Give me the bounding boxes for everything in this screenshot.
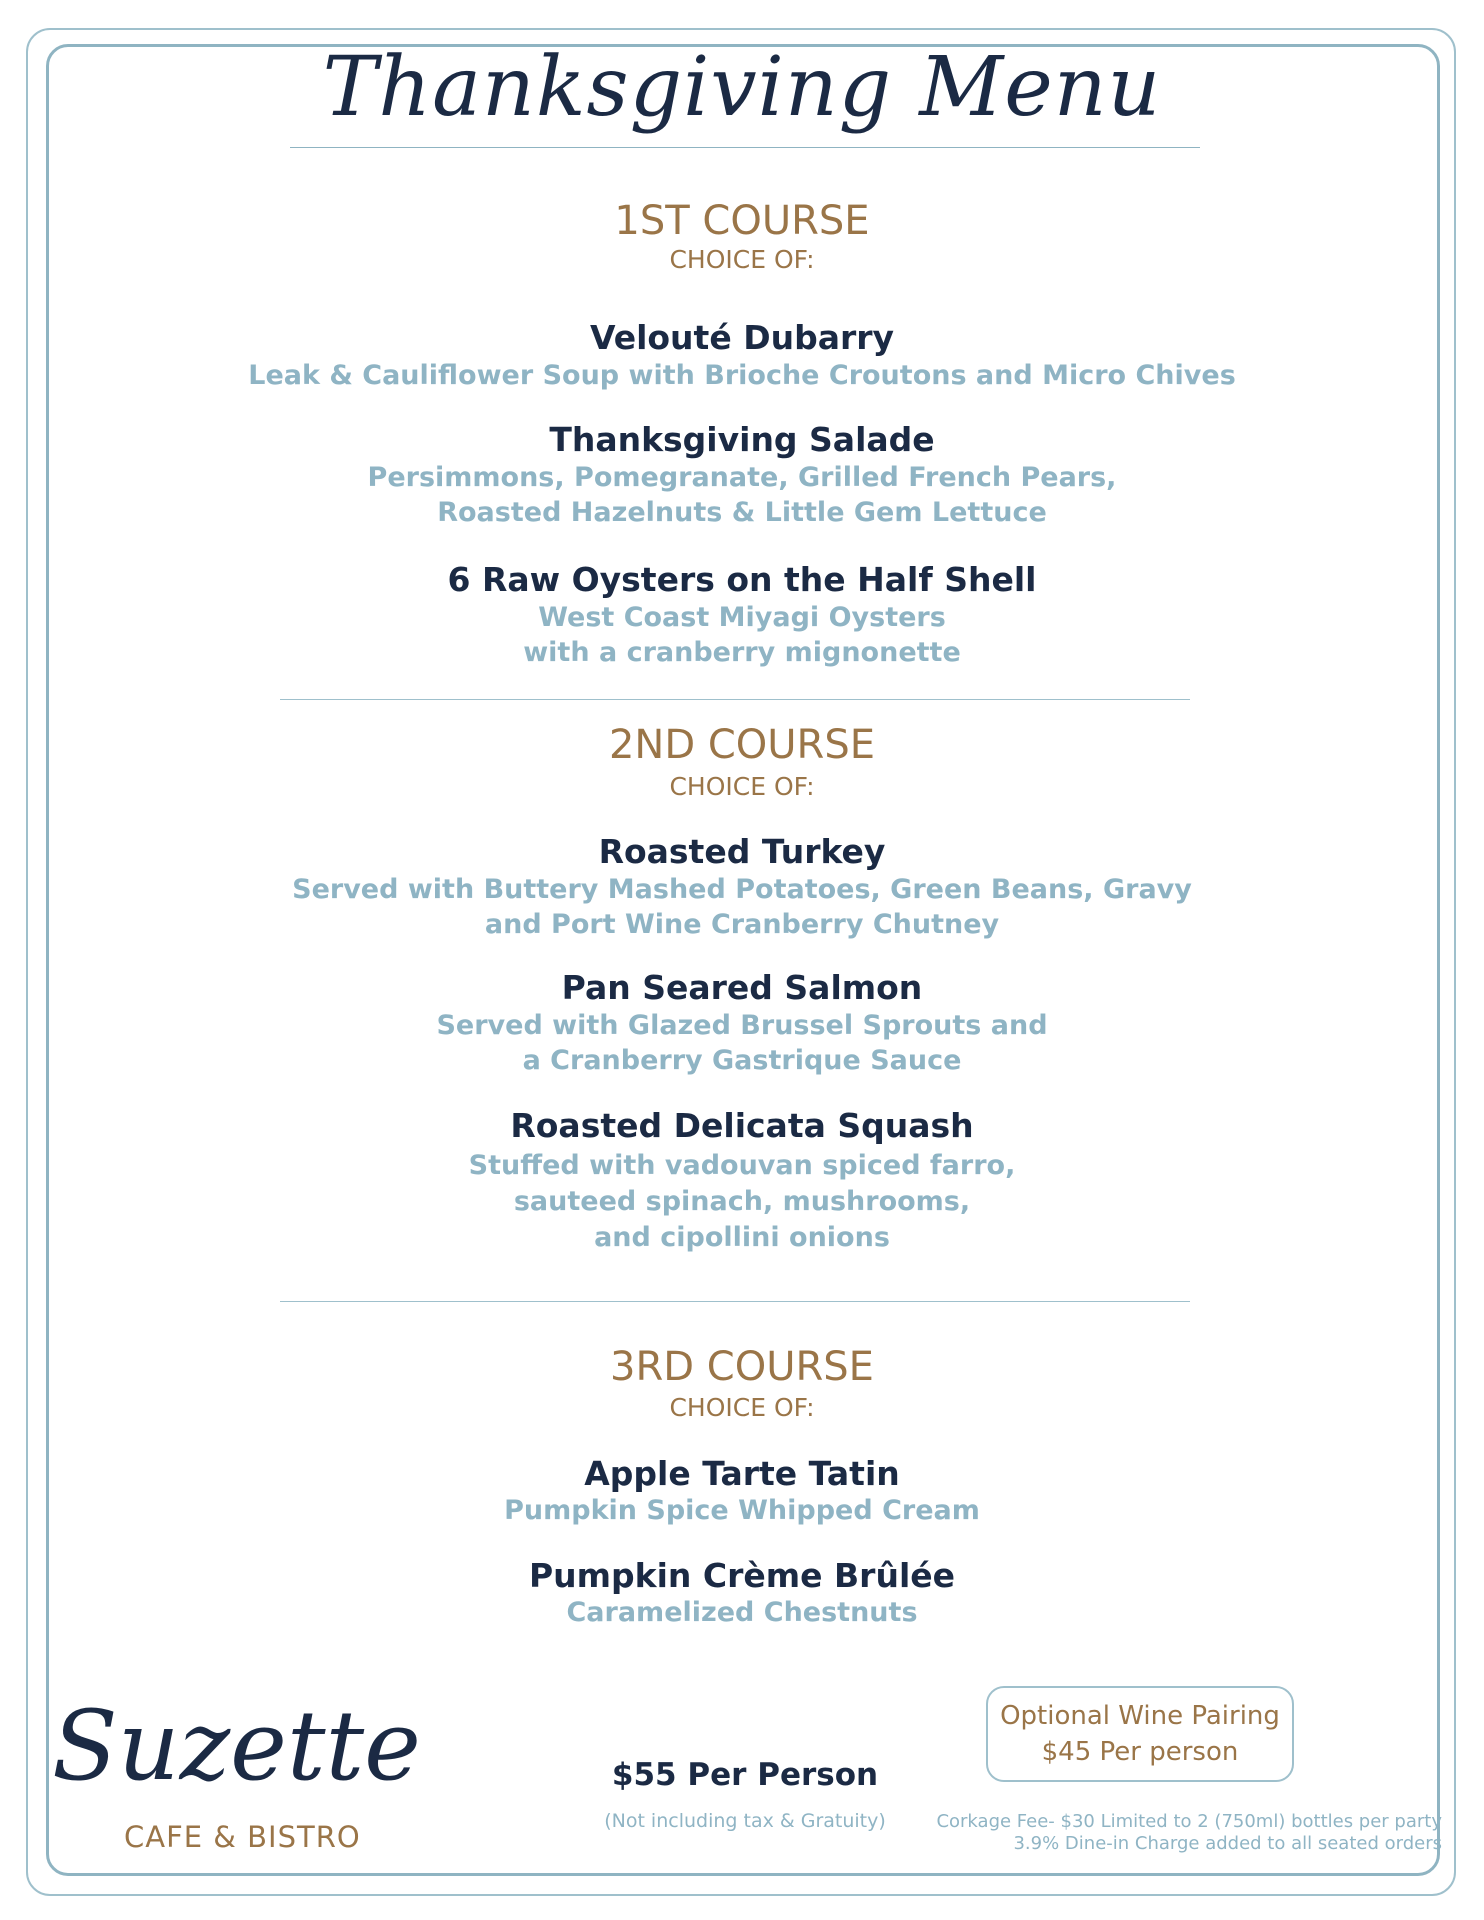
dish-pumpkin-creme-brulee: Pumpkin Crème Brûlée <box>528 1556 956 1595</box>
desc-line: Stuffed with vadouvan spiced farro, <box>468 1150 1016 1181</box>
corkage-fee-note: Corkage Fee- $30 Limited to 2 (750ml) bottles per party <box>936 1811 1442 1832</box>
dish-thanksgiving-salade: Thanksgiving Salade <box>549 420 935 459</box>
title-divider <box>290 147 1200 148</box>
desc-line: Roasted Hazelnuts & Little Gem Lettuce <box>437 497 1047 528</box>
dish-apple-tarte-tatin: Apple Tarte Tatin <box>584 1454 900 1493</box>
desc-line: Leak & Cauliflower Soup with Brioche Croutons and Micro Chives <box>248 360 1236 391</box>
dish-delicata-squash: Roasted Delicata Squash <box>510 1106 974 1145</box>
desc-line: and cipollini onions <box>594 1222 890 1253</box>
dish-squash-desc <box>0 1148 1484 1256</box>
dish-raw-oysters: 6 Raw Oysters on the Half Shell <box>447 560 1037 599</box>
desc-line: sauteed spinach, mushrooms, <box>513 1186 971 1217</box>
suzette-logo: Suzette <box>52 1690 421 1802</box>
desc-line: Persimmons, Pomegranate, Grilled French Pears, <box>367 462 1117 493</box>
course-3-choice: CHOICE OF: <box>669 1393 815 1422</box>
desc-line: West Coast Miyagi Oysters <box>538 602 946 633</box>
course-divider-2 <box>280 1301 1190 1302</box>
desc-line: Served with Glazed Brussel Sprouts and <box>436 1010 1048 1041</box>
course-1-heading: 1ST COURSE <box>614 198 870 244</box>
desc-line: with a cranberry mignonette <box>523 637 961 668</box>
course-3-heading: 3RD COURSE <box>610 1344 874 1390</box>
desc-line: Served with Buttery Mashed Potatoes, Green Beans, Gravy <box>292 874 1192 905</box>
price-per-person: $55 Per Person <box>611 1757 879 1793</box>
wine-pairing-label: Optional Wine Pairing <box>1000 1701 1280 1731</box>
wine-pairing-box <box>986 1686 1294 1782</box>
desc-line: Pumpkin Spice Whipped Cream <box>504 1495 980 1526</box>
price-note: (Not including tax & Gratuity) <box>604 1810 886 1832</box>
dish-oysters-desc <box>0 600 1484 670</box>
desc-line: a Cranberry Gastrique Sauce <box>522 1045 962 1076</box>
dish-salmon-desc <box>0 1008 1484 1078</box>
dish-tarte-desc <box>0 1493 1484 1528</box>
course-1-choice: CHOICE OF: <box>669 245 815 274</box>
logo-subtitle: CAFE & BISTRO <box>124 1820 361 1854</box>
course-divider-1 <box>280 699 1190 700</box>
course-2-choice: CHOICE OF: <box>669 772 815 801</box>
dish-turkey-desc <box>0 872 1484 942</box>
dish-roasted-turkey: Roasted Turkey <box>598 832 886 871</box>
dish-salade-desc <box>0 460 1484 530</box>
dish-brulee-desc <box>0 1595 1484 1630</box>
desc-line: and Port Wine Cranberry Chutney <box>484 909 1000 940</box>
desc-line: Caramelized Chestnuts <box>566 1597 918 1628</box>
menu-title: Thanksgiving Menu <box>322 40 1162 135</box>
wine-pairing-price: $45 Per person <box>1041 1737 1239 1767</box>
dish-veloute-desc <box>0 358 1484 393</box>
dish-veloute-dubarry: Velouté Dubarry <box>589 318 895 357</box>
dish-pan-seared-salmon: Pan Seared Salmon <box>561 968 923 1007</box>
course-2-heading: 2ND COURSE <box>608 722 876 768</box>
dine-in-charge-note: 3.9% Dine-in Charge added to all seated orders <box>1013 1833 1442 1854</box>
